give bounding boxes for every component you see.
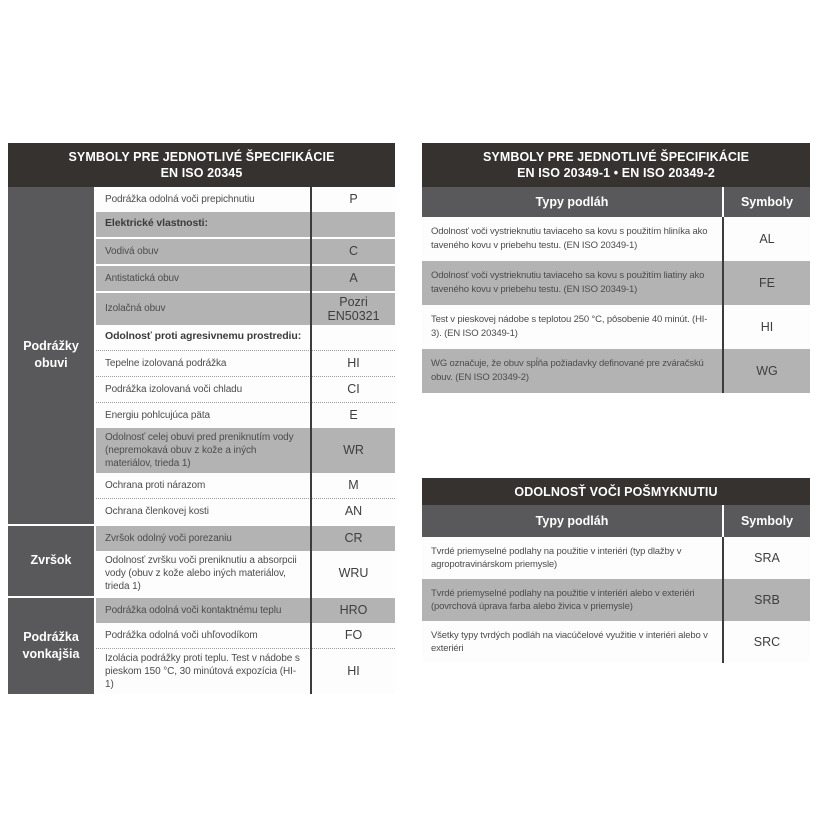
row-description: Všetky typy tvrdých podláh na viacúčelové využitie v interiéri alebo v exteriéri — [431, 629, 708, 655]
left-table-title-line1: SYMBOLY PRE JEDNOTLIVÉ ŠPECIFIKÁCIE — [68, 150, 335, 164]
row-description: Izolácia podrážky proti teplu. Test v nádobe s pieskom 150 °C, 30 minútová expozícia (HI-1) — [105, 652, 300, 690]
slip-table-body — [422, 537, 810, 663]
group-label: Podrážka vonkajšia — [8, 598, 94, 694]
table-row — [96, 526, 395, 551]
row-symbol: SRB — [754, 593, 780, 608]
row-symbol: AL — [759, 231, 775, 246]
table-row — [96, 239, 395, 266]
row-description: Podrážka odolná voči kontaktnému teplu — [105, 604, 282, 616]
row-description: Odolnosť voči vystrieknutiu taviaceho sa kovu s použitím hliníka ako taveného kovu v priebehu testu. (EN ISO 20349-1) — [431, 226, 708, 251]
table-row — [422, 217, 810, 261]
table-row — [422, 261, 810, 305]
table-row — [96, 187, 395, 212]
row-description: Podrážka izolovaná voči chladu — [105, 383, 243, 395]
row-symbol: SRA — [754, 551, 780, 566]
col-header-symbols: Symboly — [724, 505, 810, 537]
table-row — [96, 293, 395, 325]
right-table-1-body — [422, 217, 810, 393]
table-row — [96, 325, 395, 351]
row-description: Tepelne izolovaná podrážka — [105, 357, 227, 369]
left-table-title-line2: EN ISO 20345 — [160, 166, 243, 181]
row-description: Ochrana proti nárazom — [105, 479, 206, 491]
row-description: Odolnosť celej obuvi pred preniknutím vody (nepremokavá obuv z kože a iných materiálov, trieda 1) — [105, 431, 294, 469]
left-table-body — [8, 187, 395, 694]
table-row-group — [8, 598, 395, 694]
row-description: Podrážka odolná voči uhľovodíkom — [105, 629, 258, 641]
row-symbol: HI — [347, 664, 360, 678]
col-header-floor-types: Typy podláh — [422, 505, 724, 537]
table-row — [96, 551, 395, 596]
table-row — [96, 377, 395, 403]
row-description: Odolnosť voči vystrieknutiu taviaceho sa kovu s použitím liatiny ako taveného kovu v priebehu testu. (EN ISO 20349-1) — [431, 270, 705, 295]
right-table-1-title — [422, 143, 810, 187]
table-row — [96, 473, 395, 499]
table-row — [422, 621, 810, 663]
table-row — [96, 428, 395, 473]
slip-resistance-title-bar — [422, 478, 810, 505]
group-rows — [96, 598, 395, 694]
row-symbol: P — [349, 192, 358, 206]
table-row — [96, 598, 395, 623]
row-symbol: E — [349, 408, 358, 422]
table-row — [422, 349, 810, 393]
table-row — [96, 403, 395, 428]
row-symbol: SRC — [753, 635, 781, 650]
row-description: Antistatická obuv — [105, 272, 179, 284]
row-description: Energiu pohlcujúca päta — [105, 409, 211, 421]
table-row — [96, 351, 395, 377]
left-table-en-iso-20345 — [8, 143, 395, 694]
slip-table-column-headers — [422, 505, 810, 537]
slip-resistance-table — [422, 478, 810, 663]
row-description: Tvrdé priemyselné podlahy na použitie v interiéri alebo v exteriéri (povrchová úprava farba alebo živica v priemysle) — [431, 587, 695, 613]
table-row — [422, 305, 810, 349]
row-description: Tvrdé priemyselné podlahy na použitie v interiéri (typ dlažby v agropotravinárskom priemysle) — [431, 545, 682, 571]
left-table-title — [8, 143, 395, 187]
col-header-floor-types: Typy podláh — [422, 187, 724, 217]
right-table-en-iso-20349 — [422, 143, 810, 393]
row-description: Izolačná obuv — [105, 303, 166, 314]
group-label: Podrážky obuvi — [8, 187, 94, 524]
row-symbol — [312, 325, 395, 350]
table-row — [96, 623, 395, 649]
right-table-1-column-headers — [422, 187, 810, 217]
group-rows — [96, 187, 395, 524]
group-rows — [96, 526, 395, 596]
row-symbol: A — [349, 271, 358, 285]
row-description: Odolnosť zvršku voči preniknutiu a absorpcii vody (obuv z kože alebo iných materiálov, trieda 1) — [105, 554, 297, 592]
table-row-group — [8, 187, 395, 524]
row-description: WG označuje, že obuv spĺňa požiadavky definované pre zváračskú obuv. (EN ISO 20349-2) — [431, 358, 704, 383]
row-description: Zvršok odolný voči porezaniu — [105, 532, 232, 544]
table-row-group — [8, 526, 395, 596]
row-description: Odolnosť proti agresivnemu prostrediu: — [105, 330, 302, 343]
table-row — [96, 649, 395, 694]
table-row — [96, 499, 395, 524]
group-label: Zvršok — [8, 526, 94, 596]
col-header-symbols: Symboly — [724, 187, 810, 217]
row-symbol — [312, 212, 395, 237]
slip-resistance-title: ODOLNOSŤ VOČI POŠMYKNUTIU — [514, 485, 718, 499]
row-symbol: CR — [344, 531, 363, 545]
row-description: Ochrana členkovej kosti — [105, 505, 209, 517]
row-symbol: HI — [760, 319, 774, 334]
row-symbol: WG — [756, 363, 778, 378]
right-table-1-title-line1: SYMBOLY PRE JEDNOTLIVÉ ŠPECIFIKÁCIE — [482, 150, 750, 164]
row-symbol: AN — [344, 504, 363, 518]
row-symbol: FE — [759, 275, 775, 290]
row-description: Test v pieskovej nádobe s teplotou 250 °C, pôsobenie 40 minút. (HI-3). (EN ISO 20349-1) — [431, 314, 708, 339]
table-row — [96, 266, 395, 293]
row-symbol: FO — [344, 628, 363, 642]
row-symbol: HI — [347, 356, 360, 370]
row-description: Elektrické vlastnosti: — [105, 217, 208, 230]
row-symbol: WRU — [338, 566, 369, 580]
row-description: Podrážka odolná voči prepichnutiu — [105, 193, 255, 205]
right-table-1-title-line2: EN ISO 20349-1 • EN ISO 20349-2 — [517, 166, 715, 181]
row-symbol: WR — [343, 443, 364, 457]
table-row — [422, 579, 810, 621]
row-symbol: Pozri EN50321 — [327, 294, 380, 323]
row-description: Vodivá obuv — [105, 245, 159, 257]
row-symbol: C — [348, 244, 359, 258]
table-row — [422, 537, 810, 579]
row-symbol: M — [348, 478, 359, 492]
row-symbol: HRO — [339, 603, 368, 617]
table-row — [96, 212, 395, 239]
row-symbol: CI — [347, 382, 360, 396]
